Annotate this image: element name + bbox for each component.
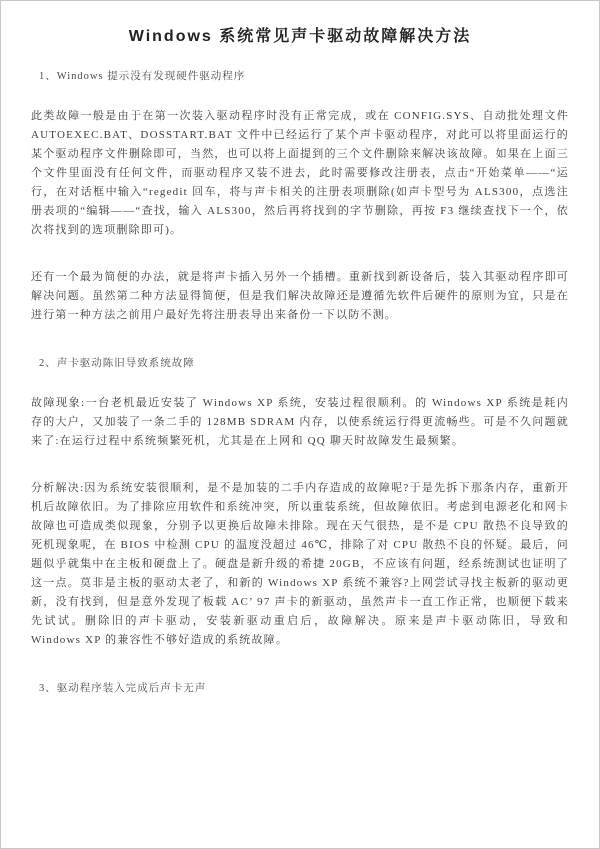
section-2-paragraph-2: 分析解决:因为系统安装很顺利，是不是加装的二手内存造成的故障呢?于是先拆下那条内存，重新开机后故障依旧。为了排除应用软件和系统冲突，所以重装系统，但故障依旧。考虑到电源老化和网卡故障也可造成类似现象，分别予以更换后故障未排除。现在天气很热，是不是 CPU 散热不良导致的死机现象呢，在 BIOS 中检测 CPU 的温度没超过 46℃，排除了对 CPU 散热不良的怀疑。最后，问题似乎就集中在主板和硬盘上了。硬盘是新升级的希捷 20GB，不应该有问题，经系统测试也证明了这一点。莫非是主板的驱动太老了，和新的 Windows XP 系统不兼容?上网尝试寻找主板新的驱动更新，没有找到，但是意外发现了板载 AC’ 97 声卡的新驱动，虽然声卡一直工作正常，也顺便下载来先试试。删除旧的声卡驱动，安装新驱动重启后，故障解决。原来是声卡驱动陈旧，导致和 Windows XP 的兼容性不够好造成的系统故障。 bbox=[31, 482, 569, 646]
section-2-heading: 2、声卡驱动陈旧导致系统故障 bbox=[39, 358, 195, 369]
page-title: Windows 系统常见声卡驱动故障解决方法 bbox=[128, 28, 472, 45]
section-1-paragraph-1: 此类故障一般是由于在第一次装入驱动程序时没有正常完成，或在 CONFIG.SYS、自动批处理文件 AUTOEXEC.BAT、DOSSTART.BAT 文件中已经运行了某个声卡驱动程序，对此可以将里面运行的某个驱动程序文件删除即可，当然，也可以将上面提到的三个文件删除来解决该故障。如果在上面三个文件里面没有任何文件，而驱动程序又装不进去，此时需要修改注册表，点击“开始菜单——“运行，在对话框中输入“regedit 回车，将与声卡相关的注册表项删除(如声卡型号为 ALS300，点选注册表项的“编辑——“查找，输入 ALS300，然后再将找到的字节删除，再按 F3 继续查找下一个，依次将找到的选项删除即可)。 bbox=[31, 110, 569, 236]
section-3-heading: 3、驱动程序装入完成后声卡无声 bbox=[39, 683, 207, 694]
section-2-paragraph-1: 故障现象:一台老机最近安装了 Windows XP 系统，安装过程很顺利。的 Windows XP 系统是耗内存的大户，又加装了一条二手的 128MB SDRAM 内存，以使系统运行得更流畅些。可是不久问题就来了:在运行过程中系统频繁死机，尤其是在上网和 QQ 聊天时故障发生最频繁。 bbox=[31, 397, 569, 447]
section-1-paragraph-2: 还有一个最为简便的办法，就是将声卡插入另外一个插槽。重新找到新设备后，装入其驱动程序即可解决问题。虽然第二种方法显得简便，但是我们解决故障还是遵循先软件后硬件的原则为宜，只是在进行第一种方法之前用户最好先将注册表导出来备份一下以防不测。 bbox=[31, 271, 569, 321]
section-1-heading: 1、Windows 提示没有发现硬件驱动程序 bbox=[39, 71, 246, 82]
